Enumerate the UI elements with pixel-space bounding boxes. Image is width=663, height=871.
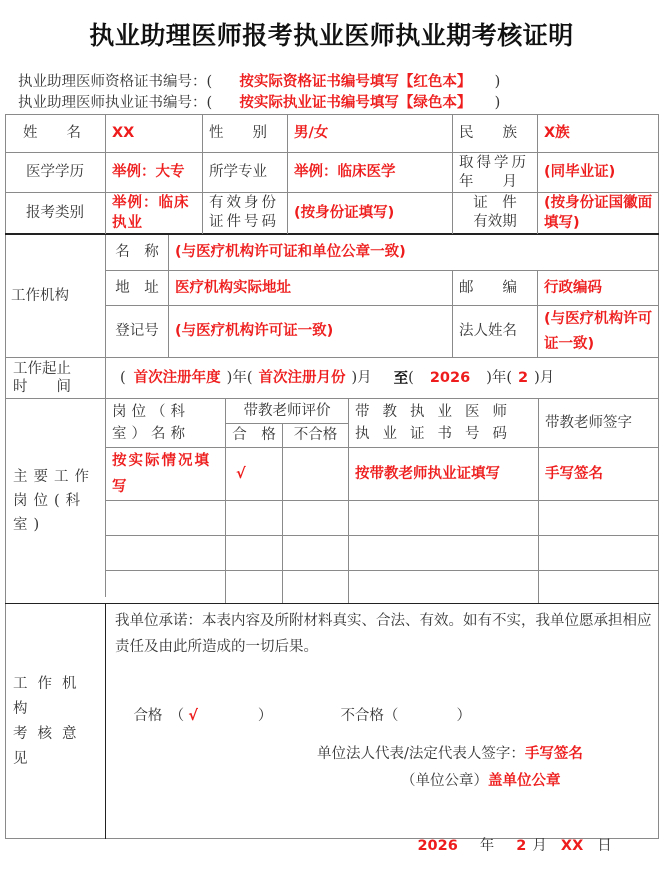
ethnicity-label: 民 族 bbox=[459, 124, 517, 141]
practice-cert-close: ) bbox=[494, 95, 501, 111]
divider bbox=[105, 603, 106, 839]
exam-category-label: 报考类别 bbox=[26, 204, 84, 221]
column-header-fail: 不合格 bbox=[293, 427, 338, 443]
column-header-pass: 合 格 bbox=[232, 427, 276, 443]
name-field[interactable]: XX bbox=[112, 124, 135, 141]
column-header-dept: 岗位（科室）名称 bbox=[112, 404, 190, 442]
practice-cert-value[interactable]: 按实际执业证书编号填写【绿色本】 bbox=[239, 95, 472, 111]
pass-option[interactable]: 合格 （ √ ） bbox=[133, 708, 273, 724]
registration-number-field[interactable]: (与医疗机构许可证一致) bbox=[175, 323, 334, 339]
qualification-cert-value[interactable]: 按实际资格证书编号填写【红色本】 bbox=[239, 74, 472, 90]
positions-section-label: 主要工作岗位(科室) bbox=[13, 469, 95, 533]
seal-field[interactable]: 盖单位公章 bbox=[488, 773, 561, 789]
education-field[interactable]: 举例：大专 bbox=[112, 164, 185, 180]
table-row-3-teacher-sign[interactable] bbox=[539, 536, 658, 570]
postcode-field[interactable]: 行政编码 bbox=[544, 279, 602, 296]
legal-person-field[interactable]: (与医疗机构许可证一致) bbox=[544, 310, 653, 352]
start-year-field[interactable]: 首次注册年度 bbox=[133, 369, 221, 386]
gender-label: 性 别 bbox=[209, 124, 267, 141]
document-title: 执业助理医师报考执业医师执业期考核证明 bbox=[89, 21, 574, 50]
table-row-2-pass[interactable] bbox=[226, 501, 282, 535]
date-month-field[interactable]: 2 bbox=[516, 838, 527, 854]
table-row-3-fail[interactable] bbox=[283, 536, 348, 570]
end-year-field[interactable]: 2026 bbox=[429, 369, 471, 386]
work-period-field: ( 首次注册年度 )年( 首次注册月份 )月 至 ( 2026 )年( 2 )月 bbox=[120, 369, 555, 387]
major-field[interactable]: 举例：临床医学 bbox=[294, 164, 396, 180]
id-validity-field[interactable]: (按身份证国徽面填写) bbox=[544, 195, 653, 231]
checkmark-icon: √ bbox=[236, 465, 246, 482]
table-row-1-pass[interactable] bbox=[226, 448, 282, 500]
institution-address-field[interactable]: 医疗机构实际地址 bbox=[175, 279, 291, 296]
assessment-date: 2026 年 2 月 XX 日 bbox=[417, 838, 612, 854]
table-row-4-fail[interactable] bbox=[283, 571, 348, 603]
table-row-2-dept[interactable] bbox=[106, 501, 225, 535]
date-day-field[interactable]: XX bbox=[560, 838, 584, 854]
table-row-1-teacher-sign[interactable]: 手写签名 bbox=[545, 465, 603, 482]
major-label: 所学专业 bbox=[209, 164, 267, 180]
name-label: 姓 名 bbox=[23, 124, 81, 141]
qualification-cert-close: ) bbox=[494, 74, 501, 90]
practice-cert-line bbox=[18, 91, 500, 112]
table-row-1-fail[interactable] bbox=[283, 448, 348, 500]
registration-number-label: 登记号 bbox=[115, 323, 159, 339]
qualification-cert-label: 执业助理医师资格证书编号：( bbox=[18, 74, 213, 90]
fail-option[interactable]: 不合格（ ） bbox=[340, 708, 471, 724]
ethnicity-field[interactable]: X族 bbox=[544, 124, 570, 141]
end-month-field[interactable]: 2 bbox=[518, 369, 529, 386]
signature-field[interactable]: 手写签名 bbox=[524, 746, 583, 762]
institution-name-label: 名 称 bbox=[115, 244, 159, 260]
start-month-field[interactable]: 首次注册月份 bbox=[258, 369, 346, 386]
table-row-4-teacher-cert[interactable] bbox=[349, 571, 538, 603]
assessment-form bbox=[5, 114, 659, 854]
table-row-3-pass[interactable] bbox=[226, 536, 282, 570]
table-row-3-dept[interactable] bbox=[106, 536, 225, 570]
table-row-2-teacher-cert[interactable] bbox=[349, 501, 538, 535]
table-row-2-fail[interactable] bbox=[283, 501, 348, 535]
education-label: 医学学历 bbox=[26, 164, 84, 180]
table-row-2-teacher-sign[interactable] bbox=[539, 501, 658, 535]
institution-address-label: 地 址 bbox=[115, 279, 159, 296]
legal-person-label: 法人姓名 bbox=[459, 323, 517, 339]
signature-line: 单位法人代表/法定代表人签字：手写签名 bbox=[317, 746, 583, 762]
work-period-label: 工作起止 时 间 bbox=[13, 361, 71, 395]
assessment-section-label: 工作机构 考核意见 bbox=[13, 675, 87, 767]
column-header-evaluation: 带教老师评价 bbox=[243, 402, 331, 419]
table-row-4-pass[interactable] bbox=[226, 571, 282, 603]
id-validity-label: 证 件 有效期 bbox=[473, 195, 517, 230]
table-row-1-teacher-cert[interactable]: 按带教老师执业证填写 bbox=[355, 465, 500, 482]
id-number-field[interactable]: (按身份证填写) bbox=[294, 204, 395, 221]
gender-field[interactable]: 男/女 bbox=[294, 124, 329, 141]
column-header-teacher-sign: 带教老师签字 bbox=[545, 414, 632, 431]
institution-section-label: 工作机构 bbox=[11, 287, 69, 304]
qualification-cert-line bbox=[18, 70, 500, 91]
practice-cert-label: 执业助理医师执业证书编号：( bbox=[18, 95, 213, 111]
table-row-4-teacher-sign[interactable] bbox=[539, 571, 658, 603]
table-row-3-teacher-cert[interactable] bbox=[349, 536, 538, 570]
checkmark-icon: √ bbox=[188, 708, 198, 724]
id-number-label: 有效身份证件号码 bbox=[209, 195, 279, 230]
graduation-date-field[interactable]: (同毕业证) bbox=[544, 164, 616, 180]
postcode-label: 邮 编 bbox=[459, 279, 517, 296]
graduation-date-label: 取得学历 年 月 bbox=[459, 154, 529, 190]
table-row-1-dept[interactable]: 按实际情况填写 bbox=[112, 453, 211, 495]
commitment-statement: 我单位承诺：本表内容及所附材料真实、合法、有效。如有不实，我单位愿承担相应责任及由此所造成的一切后果。 bbox=[115, 613, 652, 655]
column-header-teacher-cert: 带教执业医师执业证书号码 bbox=[355, 404, 520, 442]
date-year-field[interactable]: 2026 bbox=[417, 838, 458, 854]
exam-category-field[interactable]: 举例：临床执业 bbox=[112, 195, 190, 231]
institution-name-field[interactable]: (与医疗机构许可证和单位公章一致) bbox=[175, 244, 406, 260]
seal-line: （单位公章）盖单位公章 bbox=[401, 773, 561, 789]
table-row-4-dept[interactable] bbox=[106, 571, 225, 603]
